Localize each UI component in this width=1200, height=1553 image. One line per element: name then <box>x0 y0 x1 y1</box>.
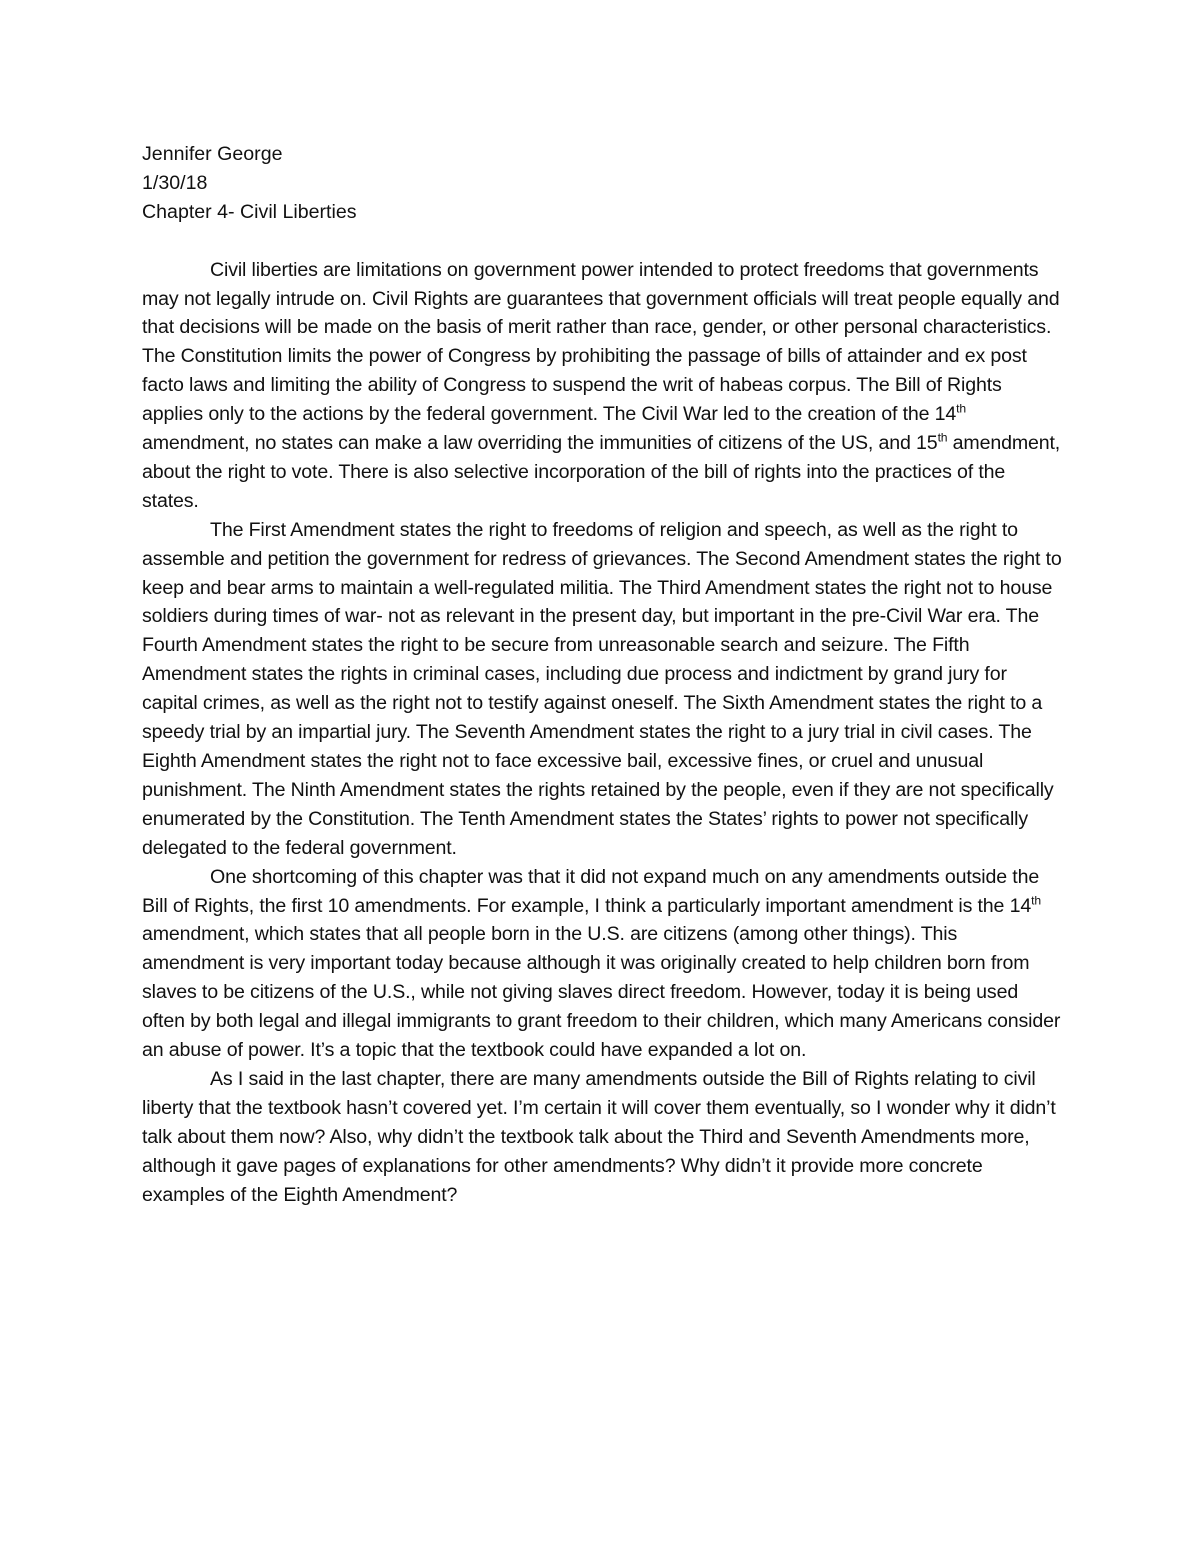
document-body <box>142 140 1062 1210</box>
paragraph-shortcoming <box>142 863 1062 1065</box>
paragraph-questions: As I said in the last chapter, there are many amendments outside the Bill of Rights relating to civil liberty that the textbook hasn’t covered yet. I’m certain it will cover them eventually, so I wonder why it didn’t talk about them now? Also, why didn’t the textbook talk about the Third and Seventh Amendments more, although it gave pages of explanations for other amendments? Why didn’t it provide more concrete examples of the Eighth Amendment? <box>142 1067 1056 1206</box>
author-name: Jennifer George <box>142 143 283 165</box>
blank-line <box>142 227 1062 256</box>
paragraph-3-text-a: One shortcoming of this chapter was that it did not expand much on any amendments outside the Bill of Rights, the first 10 amendments. For example, I think a particularly important amendment is the 14 <box>142 865 1040 917</box>
paragraph-3-text-b: amendment, which states that all people born in the U.S. are citizens (among other things). This amendment is very important today because although it was originally created to help children born from slaves to be citizens of the U.S., while not giving slaves direct freedom. However, today it is being used often by both legal and illegal immigrants to grant freedom to their children, which many Americans consider an abuse of power. It’s a topic that the textbook could have expanded a lot on. <box>142 923 1061 1062</box>
paragraph-civil-liberties <box>142 256 1062 516</box>
superscript-th: th <box>937 430 948 445</box>
superscript-th: th <box>956 401 966 416</box>
document-title: Chapter 4- Civil Liberties <box>142 200 357 223</box>
paragraph-1-text-a: Civil liberties are limitations on government power intended to protect freedoms that governments may not legally intrude on. Civil Rights are guarantees that government officials will treat people equally and that decisions will be made on the basis of merit rather than race, gender, or other personal characteristics. The Constitution limits the power of Congress by prohibiting the passage of bills of attainder and ex post facto laws and limiting the ability of Congress to suspend the writ of habeas corpus. The Bill of Rights applies only to the actions by the federal government. The Civil War led to the creation of the 14 <box>142 258 1060 426</box>
paragraph-amendments: The First Amendment states the right to freedoms of religion and speech, as well as the right to assemble and petition the government for redress of grievances. The Second Amendment states the right to keep and bear arms to maintain a well-regulated militia. The Third Amendment states the right not to house soldiers during times of war- not as relevant in the present day, but important in the pre-Civil War era. The Fourth Amendment states the right to be secure from unreasonable search and seizure. The Fifth Amendment states the rights in criminal cases, including due process and indictment by grand jury for capital crimes, as well as the right not to testify against oneself. The Sixth Amendment states the right to a speedy trial by an impartial jury. The Seventh Amendment states the right to a jury trial in civil cases. The Eighth Amendment states the right not to face excessive bail, excessive fines, or cruel and unusual punishment. The Ninth Amendment states the rights retained by the people, even if they are not specifically enumerated by the Constitution. The Tenth Amendment states the States’ rights to power not specifically delegated to the federal government. <box>142 518 1062 859</box>
paragraph-1-text-b: amendment, no states can make a law overriding the immunities of citizens of the US, and 15 <box>142 432 938 455</box>
document-date: 1/30/18 <box>142 171 208 194</box>
paragraph-1-text-c: amendment, about the right to vote. There is also selective incorporation of the bill of rights into the practices of the states. <box>142 432 1061 512</box>
superscript-th: th <box>1031 893 1041 908</box>
